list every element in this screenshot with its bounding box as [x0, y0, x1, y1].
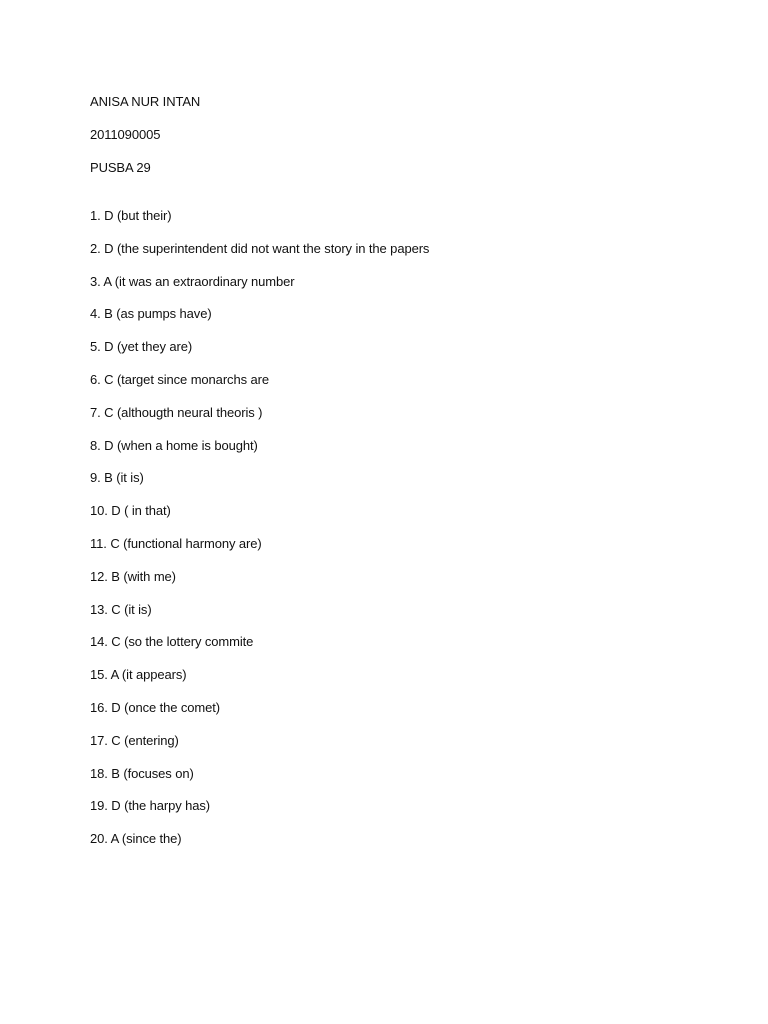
document-content	[90, 94, 710, 864]
answer-item: 12. B (with me)	[90, 568, 176, 584]
student-name: ANISA NUR INTAN	[90, 94, 201, 109]
answer-item: 2. D (the superintendent did not want the story in the papers	[90, 240, 430, 256]
answer-item: 15. A (it appears)	[90, 667, 187, 683]
answer-item: 8. D (when a home is bought)	[90, 437, 258, 453]
answer-item: 1. D (but their)	[90, 208, 172, 223]
answer-item: 5. D (yet they are)	[90, 339, 193, 355]
answer-item: 16. D (once the comet)	[90, 699, 221, 715]
answer-item: 4. B (as pumps have)	[90, 306, 212, 322]
answer-item: 20. A (since the)	[90, 831, 182, 847]
answer-item: 17. C (entering)	[90, 732, 179, 748]
student-class: PUSBA 29	[90, 160, 151, 175]
answer-item: 13. C (it is)	[90, 601, 152, 617]
answer-item: 18. B (focuses on)	[90, 765, 194, 781]
student-info	[90, 94, 710, 176]
answer-item: 6. C (target since monarchs are	[90, 371, 269, 387]
answer-item: 19. D (the harpy has)	[90, 798, 211, 814]
answer-item: 9. B (it is)	[90, 470, 144, 486]
answer-item: 3. A (it was an extraordinary number	[90, 273, 295, 289]
student-id: 2011090005	[90, 127, 161, 142]
answer-item: 7. C (althougth neural theoris )	[90, 404, 263, 420]
answer-item: 14. C (so the lottery commite	[90, 634, 254, 650]
answer-item: 10. D ( in that)	[90, 503, 171, 519]
answer-list	[90, 208, 710, 847]
answer-item: 11. C (functional harmony are)	[90, 535, 262, 551]
